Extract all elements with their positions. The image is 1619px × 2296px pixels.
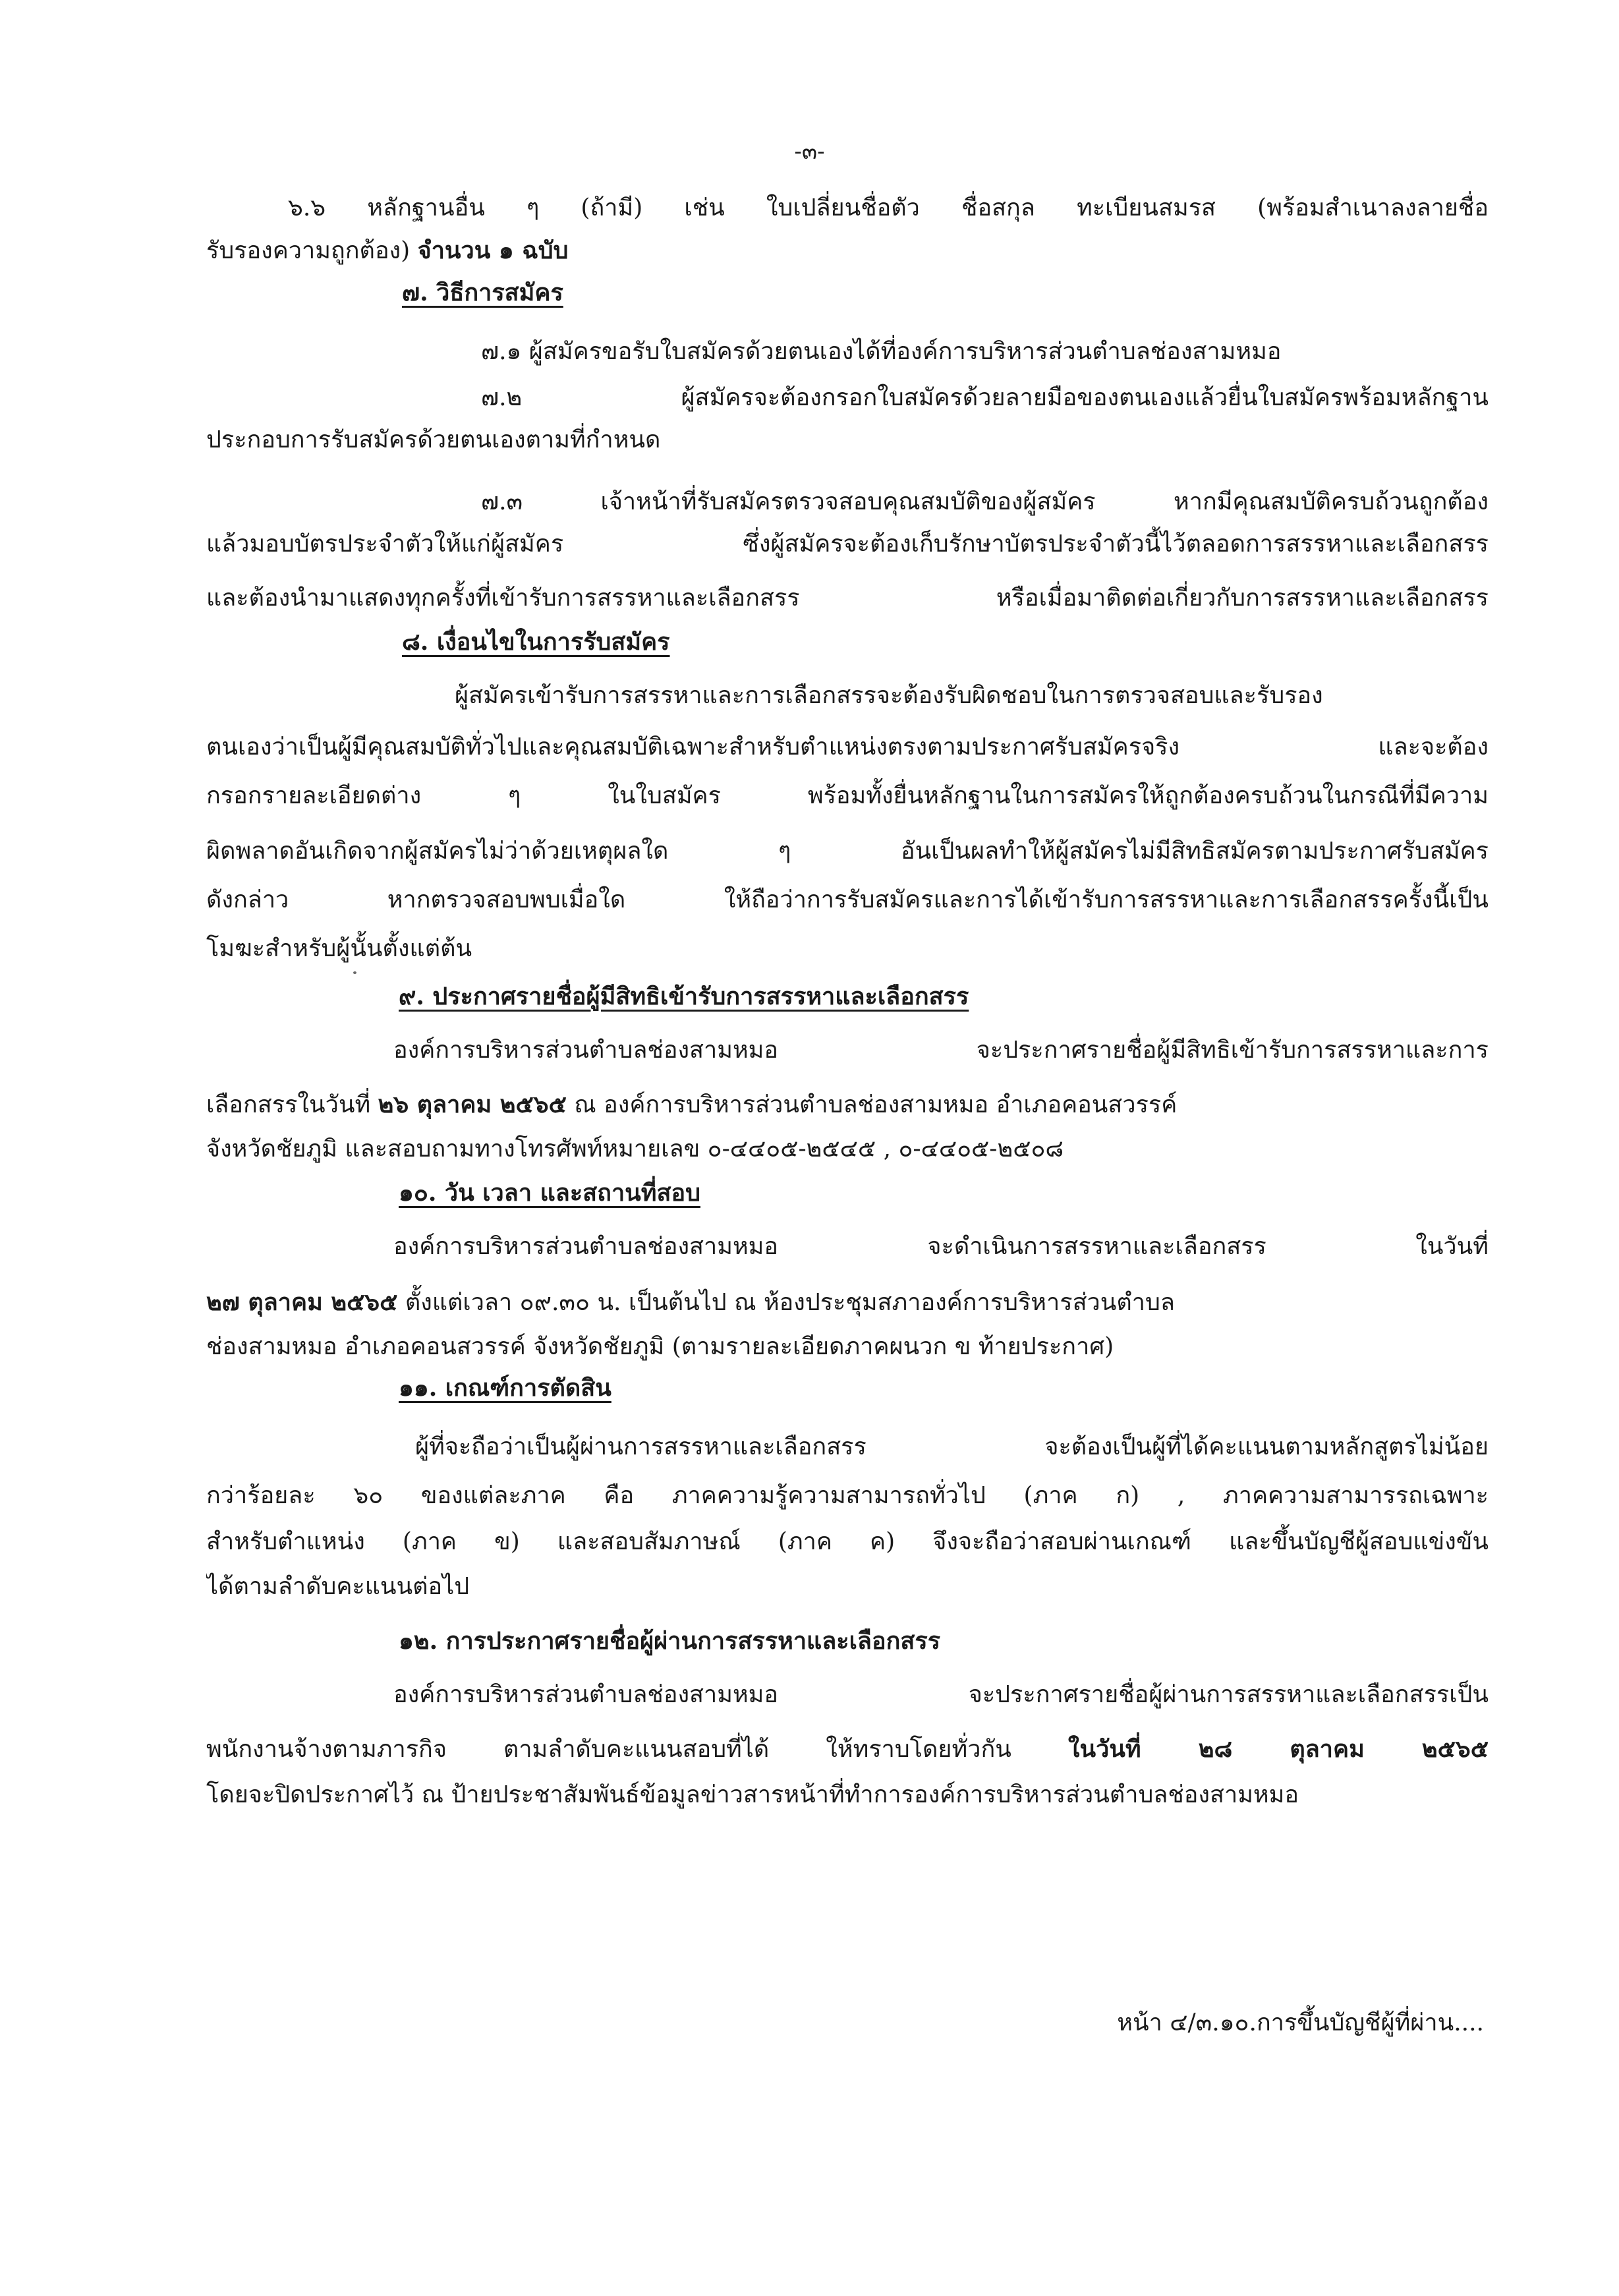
section-10-line-2-text: ตั้งแต่เวลา ๐๙.๓๐ น. เป็นต้นไป ณ ห้องประชุมสภาองค์การบริหารส่วนตำบล <box>397 1289 1175 1316</box>
section-8-line-2: ตนเองว่าเป็นผู้มีคุณสมบัติทั่วไปและคุณสมบัติเฉพาะสำหรับตำแหน่งตรงตามประกาศรับสมัครจริง และจะต้อง <box>206 733 1489 761</box>
section-9-line-2-text-b: ณ องค์การบริหารส่วนตำบลช่องสามหมอ อำเภอคอนสวรรค์ <box>566 1091 1178 1118</box>
section-8-line-1: ผู้สมัครเข้ารับการสรรหาและการเลือกสรรจะต้องรับผิดชอบในการตรวจสอบและรับรอง <box>455 682 1323 709</box>
section-11-line-2: กว่าร้อยละ ๖๐ ของแต่ละภาค คือ ภาคความรู้ความสามารถทั่วไป (ภาค ก) , ภาคความสามารรถเฉพาะ <box>206 1482 1489 1509</box>
section-10-heading: ๑๐. วัน เวลา และสถานที่สอบ <box>399 1179 700 1207</box>
section-8-line-4: ผิดพลาดอันเกิดจากผู้สมัครไม่ว่าด้วยเหตุผลใด ๆ อันเป็นผลทำให้ผู้สมัครไม่มีสิทธิสมัครตามประกาศรับสมัคร <box>206 838 1489 865</box>
section-11-line-4: ได้ตามลำดับคะแนนต่อไป <box>206 1573 470 1600</box>
intro-line-2-text: รับรองความถูกต้อง) <box>206 237 418 264</box>
section-12-date: ในวันที่ ๒๘ ตุลาคม ๒๕๖๕ <box>1067 1735 1489 1763</box>
section-10-line-3: ช่องสามหมอ อำเภอคอนสวรรค์ จังหวัดชัยภูมิ (ตามรายละเอียดภาคผนวก ข ท้ายประกาศ) <box>206 1333 1114 1360</box>
section-7-heading: ๗. วิธีการสมัคร <box>402 279 563 306</box>
section-9-heading: ๙. ประกาศรายชื่อผู้มีสิทธิเข้ารับการสรรหาและเลือกสรร <box>399 983 969 1010</box>
page-number: -๓- <box>794 138 825 165</box>
section-8-line-6: โมฆะสำหรับผู้นั้นตั้งแต่ต้น <box>206 935 472 962</box>
scan-speck <box>353 971 356 974</box>
section-7-line-5: แล้วมอบบัตรประจำตัวให้แก่ผู้สมัคร ซึ่งผู้สมัครจะต้องเก็บรักษาบัตรประจำตัวนี้ไว้ตลอดการสรรหาและเลือกสรร <box>206 531 1489 558</box>
section-8-line-3: กรอกรายละเอียดต่าง ๆ ในใบสมัคร พร้อมทั้งยื่นหลักฐานในการสมัครให้ถูกต้องครบถ้วนในกรณีที่มีความ <box>206 782 1489 809</box>
section-12-line-2 <box>206 1727 1489 1771</box>
section-11-heading: ๑๑. เกณฑ์การตัดสิน <box>399 1374 611 1402</box>
intro-line-2 <box>206 228 1489 273</box>
section-11-line-1: ผู้ที่จะถือว่าเป็นผู้ผ่านการสรรหาและเลือกสรร จะต้องเป็นผู้ที่ได้คะแนนตามหลักสูตรไม่น้อย <box>415 1433 1489 1460</box>
intro-line-1: ๖.๖ หลักฐานอื่น ๆ (ถ้ามี) เช่น ใบเปลี่ยนชื่อตัว ชื่อสกุล ทะเบียนสมรส (พร้อมสำเนาลงลายชื่อ <box>288 194 1489 221</box>
section-7-line-2: ๗.๒ ผู้สมัครจะต้องกรอกใบสมัครด้วยลายมือของตนเองแล้วยื่นใบสมัครพร้อมหลักฐาน <box>481 384 1489 411</box>
intro-quantity: จำนวน ๑ ฉบับ <box>417 237 569 264</box>
section-8-heading: ๘. เงื่อนไขในการรับสมัคร <box>402 628 670 656</box>
section-8-line-5: ดังกล่าว หากตรวจสอบพบเมื่อใด ให้ถือว่าการรับสมัครและการได้เข้ารับการสรรหาและการเลือกสรรครั้งนี้เป็น <box>206 886 1489 913</box>
section-11-line-3: สำหรับตำแหน่ง (ภาค ข) และสอบสัมภาษณ์ (ภาค ค) จึงจะถือว่าสอบผ่านเกณฑ์ และขึ้นบัญชีผู้สอบแข่งขัน <box>206 1528 1489 1555</box>
section-7-line-6: และต้องนำมาแสดงทุกครั้งที่เข้ารับการสรรหาและเลือกสรร หรือเมื่อมาติดต่อเกี่ยวกับการสรรหาและเลือกสรร <box>206 585 1489 612</box>
section-10-line-1: องค์การบริหารส่วนตำบลช่องสามหมอ จะดำเนินการสรรหาและเลือกสรร ในวันที่ <box>393 1233 1489 1260</box>
section-7-line-1: ๗.๑ ผู้สมัครขอรับใบสมัครด้วยตนเองได้ที่องค์การบริหารส่วนตำบลช่องสามหมอ <box>481 338 1282 365</box>
section-9-line-2 <box>206 1082 1489 1127</box>
section-12-line-1: องค์การบริหารส่วนตำบลช่องสามหมอ จะประกาศรายชื่อผู้ผ่านการสรรหาและเลือกสรรเป็น <box>393 1681 1489 1708</box>
section-9-date: ๒๖ ตุลาคม ๒๕๖๕ <box>378 1091 567 1118</box>
section-12-line-3: โดยจะปิดประกาศไว้ ณ ป้ายประชาสัมพันธ์ข้อมูลข่าวสารหน้าที่ทำการองค์การบริหารส่วนตำบลช่องสามหมอ <box>206 1781 1299 1808</box>
section-9-line-1: องค์การบริหารส่วนตำบลช่องสามหมอ จะประกาศรายชื่อผู้มีสิทธิเข้ารับการสรรหาและการ <box>393 1037 1489 1064</box>
section-10-date: ๒๗ ตุลาคม ๒๕๖๕ <box>206 1288 398 1316</box>
section-7-line-3: ประกอบการรับสมัครด้วยตนเองตามที่กำหนด <box>206 426 661 453</box>
section-7-line-4: ๗.๓ เจ้าหน้าที่รับสมัครตรวจสอบคุณสมบัติของผู้สมัคร หากมีคุณสมบัติครบถ้วนถูกต้อง <box>481 488 1489 515</box>
section-10-line-2 <box>206 1280 1489 1325</box>
section-12-line-2-text: พนักงานจ้างตามภารกิจ ตามลำดับคะแนนสอบที่ได้ ให้ทราบโดยทั่วกัน <box>206 1736 1068 1763</box>
section-9-line-2-text-a: เลือกสรรในวันที่ <box>206 1091 378 1118</box>
section-9-line-3: จังหวัดชัยภูมิ และสอบถามทางโทรศัพท์หมายเลข ๐-๔๔๐๕-๒๕๔๕ , ๐-๔๔๐๕-๒๕๐๘ <box>206 1135 1064 1162</box>
next-page-note: หน้า ๔/๓.๑๐.การขึ้นบัญชีผู้ที่ผ่าน.... <box>1117 2009 1484 2036</box>
section-12-heading: ๑๒. การประกาศรายชื่อผู้ผ่านการสรรหาและเลือกสรร <box>399 1627 941 1655</box>
